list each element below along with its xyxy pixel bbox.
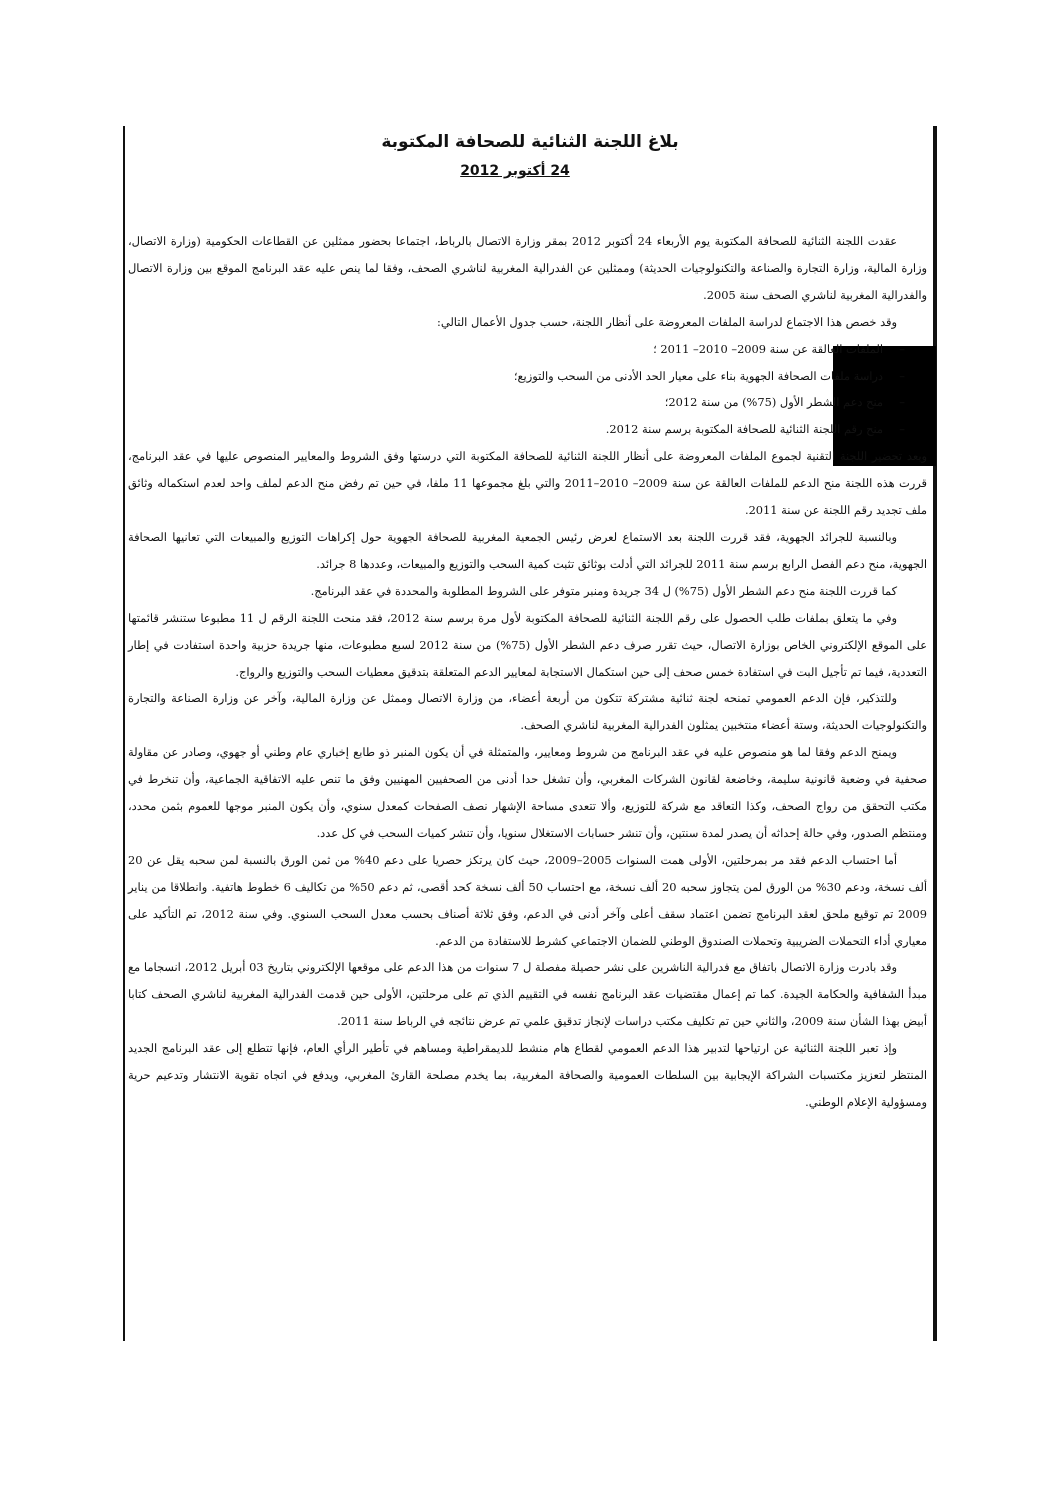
agenda-item: – منح رقم اللجنة الثنائية للصحافة المكتوبة برسم سنة 2012. [128, 416, 905, 443]
paragraph-first-tranche: كما قررت اللجنة منح دعم الشطر الأول (75%) ل 34 جريدة ومنبر متوفر على الشروط المطلوبة والمحددة في عقد البرنامج. [310, 583, 897, 598]
agenda-list [128, 336, 927, 444]
agenda-item: – الملفات العالقة عن سنة 2009– 2010– 2011 ؛ [128, 336, 905, 363]
paragraph-regional-press: وبالنسبة للجرائد الجهوية، فقد قررت اللجنة بعد الاستماع لعرض رئيس الجمعية المغربية للصحافة الجهوية حول إكراهات التوزيع والمبيعات التي تعانيها الصحافة الجهوية، منح دعم الفصل الرابع برسم سنة 2011 للجرائد التي أدلت بوثائق تثبت كمية السحب والتوزيع والمبيعات، وعددها 8 جرائد. [128, 529, 927, 571]
intro-paragraph: عقدت اللجنة الثنائية للصحافة المكتوبة يوم الأربعاء 24 أكتوبر 2012 بمقر وزارة الاتصال بالرباط، اجتماعا بحضور ممثلين عن القطاعات الحكومية (وزارة الاتصال، وزارة المالية، وزارة التجارة والصناعة والتكنولوجيات الحديثة) وممثلين عن الفدرالية المغربية لناشري الصحف، وفقا لما ينص عليه عقد البرنامج الموقع بين وزارة الاتصال والفدرالية المغربية لناشري الصحف سنة 2005. [128, 234, 927, 302]
paragraph-transparency: وقد بادرت وزارة الاتصال باتفاق مع فدرالية الناشرين على نشر حصيلة مفصلة ل 7 سنوات من هذا الدعم على موقعها الإلكتروني بتاريخ 03 أبريل 2012، انسجاما مع مبدأ الشفافية والحكامة الجيدة. كما تم إعمال مقتضيات عقد البرنامج نفسه في التقييم الذي تم على مرحلتين، الأولى حين قدمت الفدرالية المغربية لناشري الصحف كتابا أبيض بهذا الشأن سنة 2009، والثاني حين تم تكليف مكتب دراسات لإنجاز تدقيق علمي تم عرض نتائجه في الرباط سنة 2011. [128, 960, 927, 1029]
paragraph-committee-number: وفي ما يتعلق بملفات طلب الحصول على رقم اللجنة الثنائية للصحافة المكتوبة لأول مرة برسم سنة 2012، فقد منحت اللجنة الرقم ل 11 مطبوعا ستنشر قائمتها على الموقع الإلكتروني الخاص بوزارة الاتصال، حيث تقرر صرف دعم الشطر الأول (75%) من سنة 2012 لسبع مطبوعات، منها جريدة حزبية واحدة استفادت في إطار التعددية، فيما تم تأجيل البت في استفادة خمس صحف إلى حين استكمال الاستجابة لمعايير الدعم المتعلقة بتدقيق معطيات السحب والتوزيع والرواج. [128, 610, 927, 679]
agenda-item: – منح دعم الشطر الأول (75%) من سنة 2012؛ [128, 389, 905, 416]
paragraph-conclusion: وإذ تعبر اللجنة الثنائية عن ارتياحها لتدبير هذا الدعم العمومي لقطاع هام منشط للديمقراطية ومساهم في تأطير الرأي العام، فإنها تتطلع إلى عقد البرنامج الجديد المنتظر لتعزيز مكتسبات الشراكة الإيجابية بين السلطات العمومية والصحافة المغربية، بما يخدم مصلحة القارئ المغربي، ويدفع في اتجاه تقوية الانتشار وتدعيم حرية ومسؤولية الإعلام الوطني. [128, 1041, 927, 1109]
agenda-item: – دراسة ملفات الصحافة الجهوية بناء على معيار الحد الأدنى من السحب والتوزيع؛ [128, 363, 905, 390]
paragraph-criteria: ويمنح الدعم وفقا لما هو منصوص عليه في عقد البرنامج من شروط ومعايير، والمتمثلة في أن يكون المنبر ذو طابع إخباري عام وطني أو جهوي، وصادر عن مقاولة صحفية في وضعية قانونية سليمة، وخاضعة لقانون الشركات المغربي، وأن تشغل حدا أدنى من الصحفيين المهنيين وفق ما تنص عليه الاتفاقية الجماعية، وأن تنخرط في مكتب التحقق من رواج الصحف، وكذا التعاقد مع شركة للتوزيع، وألا تتعدى مساحة الإشهار نصف الصفحات كمعدل سنوي، وأن يكون المنبر موجها للعموم بثمن محدد، ومنتظم الصدور، وفي حالة إحداثه أن يصدر لمدة سنتين، وأن تنشر حسابات الاستغلال سنويا، وأن تنشر كميات السحب في كل عدد. [128, 745, 927, 840]
paragraph-reminder: وللتذكير، فإن الدعم العمومي تمنحه لجنة ثنائية مشتركة تتكون من أربعة أعضاء، من وزارة الاتصال وممثل عن وزارة المالية، وآخر عن وزارة الصناعة والتجارة والتكنولوجيات الحديثة، وستة أعضاء منتخبين يمثلون الفدرالية المغربية لناشري الصحف. [128, 691, 927, 733]
document-date: 24 أكتوبر 2012 [460, 163, 570, 179]
document-body [128, 228, 927, 1116]
paragraph-overdue-files: وبعد تحضير اللجنة التقنية لجموع الملفات المعروضة على أنظار اللجنة الثنائية للصحافة المكتوبة التي درستها وفق الشروط والمعايير المنصوص عليها في عقد البرنامج، قررت هذه اللجنة منح الدعم للملفات العالقة عن سنة 2009– 2010–2011 والتي بلغ مجموعها 11 ملفا، في حين تم رفض منح الدعم لملف واحد لعدم استكماله وثائق ملف تجديد رقم اللجنة عن سنة 2011. [128, 449, 927, 518]
left-margin-rule [123, 126, 125, 1341]
document-title: بلاغ اللجنة الثنائية للصحافة المكتوبة [381, 132, 679, 152]
paragraph-calculation: أما احتساب الدعم فقد مر بمرحلتين، الأولى همت السنوات 2005–2009، حيث كان يرتكز حصريا على دعم 40% من ثمن الورق بالنسبة لمن سحبه يقل عن 20 ألف نسخة، ودعم 30% من الورق لمن يتجاوز سحبه 20 ألف نسخة، مع احتساب 50 ألف نسخة كحد أقصى، ثم دعم 50% من تكاليف 6 خطوط هاتفية. وانطلاقا من يناير 2009 تم توقيع ملحق لعقد البرنامج تضمن اعتماد سقف أعلى وآخر أدنى في الدعم، وفق ثلاثة أصناف بحسب معدل السحب السنوي. وفي سنة 2012، تم التأكيد على معياري أداء التحملات الضريبية وتحملات الصندوق الوطني للضمان الاجتماعي كشرط للاستفادة من الدعم. [128, 852, 927, 948]
agenda-intro: وقد خصص هذا الاجتماع لدراسة الملفات المعروضة على أنظار اللجنة، حسب جدول الأعمال التالي: [436, 314, 897, 329]
right-margin-rule [933, 126, 937, 1341]
